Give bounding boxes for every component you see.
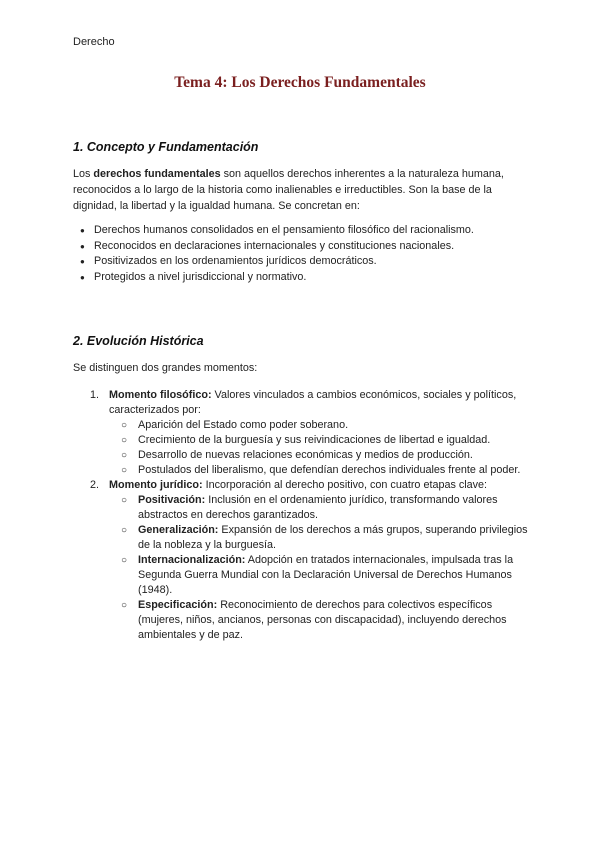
item-text: Incorporación al derecho positivo, con cuatro etapas clave:: [202, 479, 488, 491]
bullet-item: ● Derechos humanos consolidados en el pensamiento filosófico del racionalismo.: [73, 223, 533, 239]
section1-heading: 1. Concepto y Fundamentación: [73, 140, 259, 154]
item-text: Valores vinculados a cambios económicos, sociales y políticos, caracterizados por:: [109, 389, 517, 416]
sub-item-text: Crecimiento de la burguesía y sus reivindicaciones de libertad e igualdad.: [138, 434, 491, 446]
section1-intro: [73, 166, 533, 214]
ordered-item-2: [73, 478, 533, 643]
sub-item-text: Postulados del liberalismo, que defendían derechos individuales frente al poder.: [138, 464, 521, 476]
sub-item: [111, 553, 533, 598]
sub-item: [111, 493, 533, 523]
sub-item-label: Positivación:: [138, 494, 206, 506]
item-number: 1.: [90, 389, 100, 401]
sub-item: [111, 523, 533, 553]
section2-ordered-list: [73, 388, 533, 643]
sub-item-text: Reconocimiento de derechos para colectivos específicos (mujeres, niños, ancianos, personas con discapacidad), incluyendo derechos ambientales y de paz.: [138, 599, 507, 641]
bullet-item: ● Protegidos a nivel jurisdiccional y normativo.: [73, 270, 533, 286]
section2-intro: Se distinguen dos grandes momentos:: [73, 362, 258, 374]
sub-item-label: Especificación:: [138, 599, 218, 611]
page-header: Derecho: [73, 36, 115, 48]
intro-post: son aquellos derechos inherentes a la naturaleza humana, reconocidos a lo largo de la historia como inalienables e irreductibles. Son la base de la dignidad, la libertad y la igualdad humana. Se concretan en:: [73, 168, 504, 212]
sub-item: [111, 598, 533, 643]
sub-list: [109, 493, 533, 643]
sub-item: [111, 433, 533, 448]
intro-bold-term: derechos fundamentales: [93, 168, 221, 180]
sub-item-text: Inclusión en el ordenamiento jurídico, transformando valores abstractos en derechos garantizados.: [138, 494, 498, 521]
sub-item-text: Adopción en tratados internacionales, impulsada tras la Segunda Guerra Mundial con la Declaración Universal de Derechos Humanos (1948).: [138, 554, 514, 596]
sub-list: [109, 418, 533, 478]
intro-pre: Los: [73, 168, 94, 180]
bullet-item: ● Reconocidos en declaraciones internacionales y constituciones nacionales.: [73, 239, 533, 255]
sub-item-label: Generalización:: [138, 524, 219, 536]
bullet-item: ● Positivizados en los ordenamientos jurídicos democráticos.: [73, 254, 533, 270]
document-title: Tema 4: Los Derechos Fundamentales: [174, 74, 426, 91]
section2-heading: 2. Evolución Histórica: [73, 334, 204, 348]
sub-item: [111, 418, 533, 433]
sub-item-text: Expansión de los derechos a más grupos, superando privilegios de la nobleza y la burguesía.: [138, 524, 528, 551]
sub-item-text: Aparición del Estado como poder soberano.: [138, 419, 349, 431]
sub-item-text: Desarrollo de nuevas relaciones económicas y medios de producción.: [138, 449, 473, 461]
item-number: 2.: [90, 479, 100, 491]
section1-bullet-list: [73, 223, 533, 285]
ordered-item-1: [73, 388, 533, 478]
item-label: Momento jurídico:: [109, 479, 203, 491]
item-label: Momento filosófico:: [109, 389, 212, 401]
sub-item: [111, 463, 533, 478]
sub-item: [111, 448, 533, 463]
sub-item-label: Internacionalización:: [138, 554, 246, 566]
